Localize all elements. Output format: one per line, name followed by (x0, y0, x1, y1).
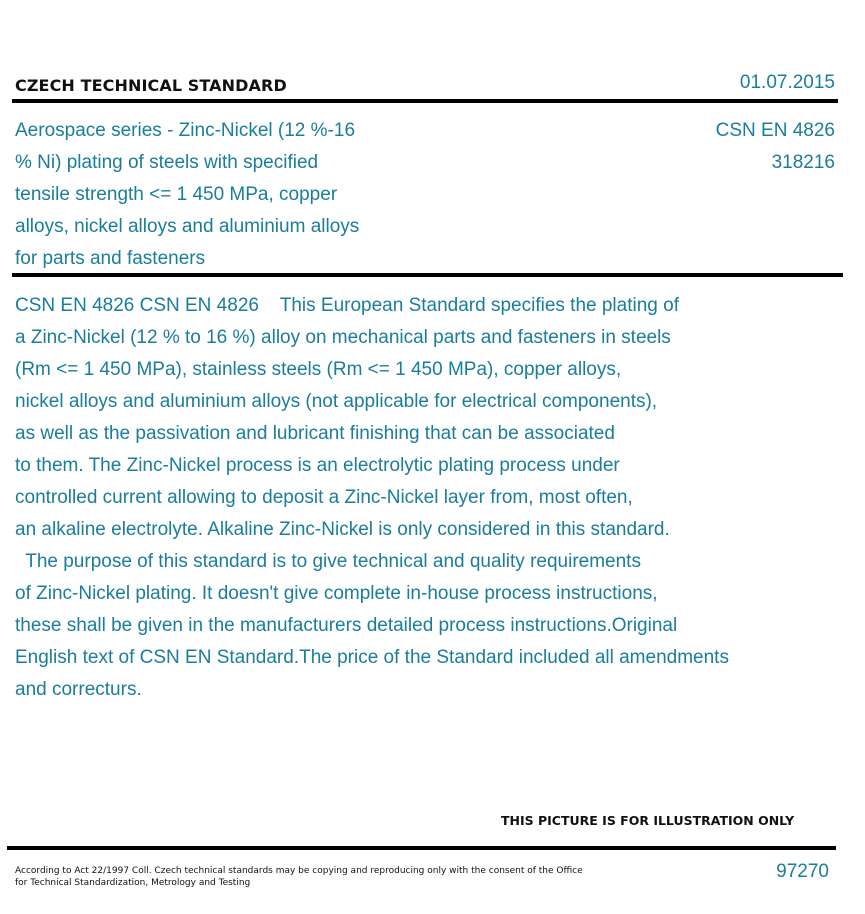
footer-divider (7, 846, 836, 850)
abstract-line: to them. The Zinc-Nickel process is an electrolytic plating process under (15, 455, 620, 476)
abstract-line: of Zinc-Nickel plating. It doesn't give complete in-house process instructions, (15, 583, 658, 604)
document-title (15, 115, 415, 275)
title-divider (12, 273, 843, 277)
document-title-line: Aerospace series - Zinc-Nickel (12 %-16 (15, 120, 356, 141)
document-title-line: % Ni) plating of steels with specified (15, 152, 319, 173)
header-title: CZECH TECHNICAL STANDARD (15, 76, 287, 95)
legal-notice (15, 865, 583, 889)
abstract-line: an alkaline electrolyte. Alkaline Zinc-Nickel is only considered in this standard. (15, 519, 670, 540)
document-title-line: for parts and fasteners (15, 248, 206, 269)
document-id: 97270 (776, 861, 829, 882)
abstract-line: The purpose of this standard is to give technical and quality requirements (15, 551, 641, 572)
abstract (15, 290, 845, 706)
document-identifiers (716, 115, 835, 179)
abstract-line: nickel alloys and aluminium alloys (not applicable for electrical components), (15, 391, 658, 412)
catalog-number: 318216 (771, 152, 835, 173)
standard-code: CSN EN 4826 (715, 120, 835, 141)
abstract-line: and correcturs. (15, 679, 142, 700)
document-title-line: alloys, nickel alloys and aluminium alloys (15, 216, 360, 237)
abstract-line: English text of CSN EN Standard.The price of the Standard included all amendments (15, 647, 729, 668)
abstract-line: as well as the passivation and lubricant finishing that can be associated (15, 423, 615, 444)
abstract-line: controlled current allowing to deposit a Zinc-Nickel layer from, most often, (15, 487, 633, 508)
legal-notice-line: According to Act 22/1997 Coll. Czech technical standards may be copying and reproducing only with the consent of the Office (15, 866, 583, 876)
document-title-line: tensile strength <= 1 450 MPa, copper (15, 184, 338, 205)
header-divider (12, 99, 838, 103)
legal-notice-line: for Technical Standardization, Metrology and Testing (15, 878, 251, 888)
abstract-line: a Zinc-Nickel (12 % to 16 %) alloy on mechanical parts and fasteners in steels (15, 327, 671, 348)
abstract-line: these shall be given in the manufacturers detailed process instructions.Original (15, 615, 678, 636)
illustration-disclaimer: THIS PICTURE IS FOR ILLUSTRATION ONLY (501, 813, 795, 828)
publication-date: 01.07.2015 (739, 72, 835, 93)
abstract-line: CSN EN 4826 CSN EN 4826 This European Standard specifies the plating of (15, 295, 679, 316)
abstract-line: (Rm <= 1 450 MPa), stainless steels (Rm <= 1 450 MPa), copper alloys, (15, 359, 622, 380)
